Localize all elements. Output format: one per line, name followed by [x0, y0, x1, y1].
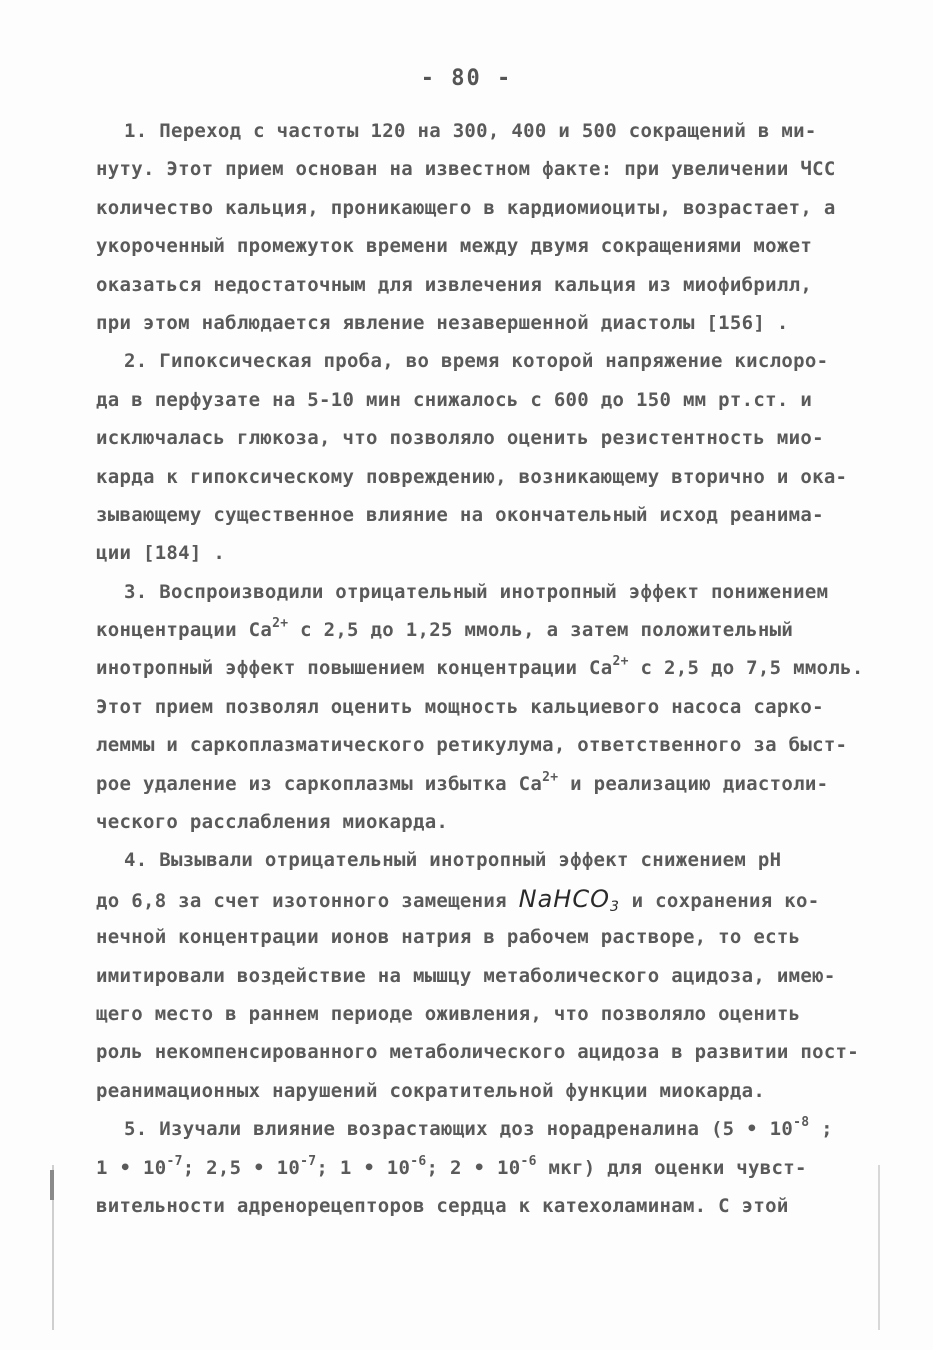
text-line	[96, 1149, 856, 1187]
text-line: да в перфузате на 5-10 мин снижалось с 600 до 150 мм рт.ст. и	[96, 388, 813, 411]
text-fragment: ; 2,5 • 10	[182, 1156, 301, 1179]
text-line: карда к гипоксическому повреждению, возникающему вторично и ока-	[96, 465, 848, 488]
text-line: ческого расслабления миокарда.	[96, 811, 449, 834]
text-line	[96, 880, 856, 918]
text-line: роль некомпенсированного метаболического ацидоза в развитии пост-	[96, 1041, 860, 1064]
formula-main: NaHCO	[518, 884, 610, 913]
paragraph-3	[96, 573, 864, 842]
formula-subscript: 3	[609, 898, 620, 915]
text-line: количество кальция, проникающего в кардиомиоциты, возрастает, а	[96, 196, 836, 219]
document-body	[96, 112, 864, 1225]
text-line: укороченный промежуток времени между двумя сокращениями может	[96, 235, 813, 258]
text-line: 1. Переход с частоты 120 на 300, 400 и 500 сокращений в ми-	[124, 120, 817, 142]
text-fragment: до 6,8 за счет изотонного замещения	[96, 889, 519, 912]
page-number: - 80 -	[420, 66, 513, 91]
text-fragment: ; 1 • 10	[316, 1156, 411, 1179]
text-fragment: рое удаление из саркоплазмы избытка Ca	[96, 772, 543, 795]
text-line	[96, 1110, 856, 1148]
text-line: Этот прием позволял оценить мощность кальциевого насоса сарко-	[96, 695, 824, 718]
text-line: щего место в раннем периоде оживления, что позволяло оценить	[96, 1002, 801, 1025]
text-fragment: с 2,5 до 1,25 ммоль, а затем положительный	[288, 619, 794, 642]
text-fragment: 1 • 10	[96, 1156, 167, 1179]
text-fragment: 5. Изучали влияние возрастающих доз норадреналина (5 • 10	[124, 1118, 794, 1141]
text-fragment: мкг) для оценки чувст-	[536, 1156, 807, 1179]
text-fragment: с 2,5 до 7,5 ммоль.	[628, 657, 864, 680]
superscript: -7	[300, 1153, 317, 1169]
text-line: нуту. Этот прием основан на известном факте: при увеличении ЧСС	[96, 158, 836, 181]
text-line: ции [184] .	[96, 542, 226, 565]
text-line	[96, 649, 864, 687]
text-line: при этом наблюдается явление незавершенной диастолы [156] .	[96, 311, 789, 334]
text-line: оказаться недостаточным для извлечения кальция из миофибрилл,	[96, 273, 813, 296]
superscript: -6	[520, 1153, 537, 1169]
superscript: 2+	[542, 769, 559, 785]
text-fragment: ;	[809, 1118, 833, 1141]
superscript: -8	[793, 1115, 810, 1131]
handwritten-formula	[519, 885, 620, 913]
scan-margin-mark	[50, 1170, 54, 1200]
paragraph-5	[96, 1110, 856, 1225]
paragraph-4	[96, 841, 860, 1110]
text-line: исключалась глюкоза, что позволяло оценить резистентность мио-	[96, 427, 824, 450]
text-line: нечной концентрации ионов натрия в рабочем растворе, то есть	[96, 926, 801, 949]
text-line: имитировали воздействие на мышцу метаболического ацидоза, имею-	[96, 964, 836, 987]
text-line: 3. Воспроизводили отрицательный инотропный эффект понижением	[124, 580, 829, 603]
paragraph-1	[96, 112, 856, 342]
superscript: 2+	[612, 654, 629, 670]
text-line: 2. Гипоксическая проба, во время которой напряжение кислоро-	[124, 350, 829, 373]
text-fragment: концентрации Ca	[96, 619, 273, 642]
paragraph-2	[96, 342, 856, 572]
superscript: 2+	[272, 616, 289, 632]
superscript: -7	[166, 1153, 183, 1169]
text-fragment: и сохранения ко-	[619, 889, 820, 912]
text-fragment: и реализацию диастоли-	[558, 772, 829, 795]
text-line: вительности адренорецепторов сердца к катехоламинам. С этой	[96, 1194, 789, 1217]
text-line	[96, 765, 856, 803]
superscript: -6	[410, 1153, 427, 1169]
text-fragment: инотропный эффект повышением концентрации Ca	[96, 657, 613, 680]
text-line: леммы и саркоплазматического ретикулума, ответственного за быст-	[96, 734, 848, 757]
text-line	[96, 611, 856, 649]
text-line: реанимационных нарушений сократительной функции миокарда.	[96, 1079, 766, 1102]
text-line: 4. Вызывали отрицательный инотропный эффект снижением pH	[124, 849, 782, 872]
text-fragment: ; 2 • 10	[426, 1156, 521, 1179]
text-line: зывающему существенное влияние на окончательный исход реанима-	[96, 503, 824, 526]
scan-margin-line	[878, 1165, 880, 1330]
